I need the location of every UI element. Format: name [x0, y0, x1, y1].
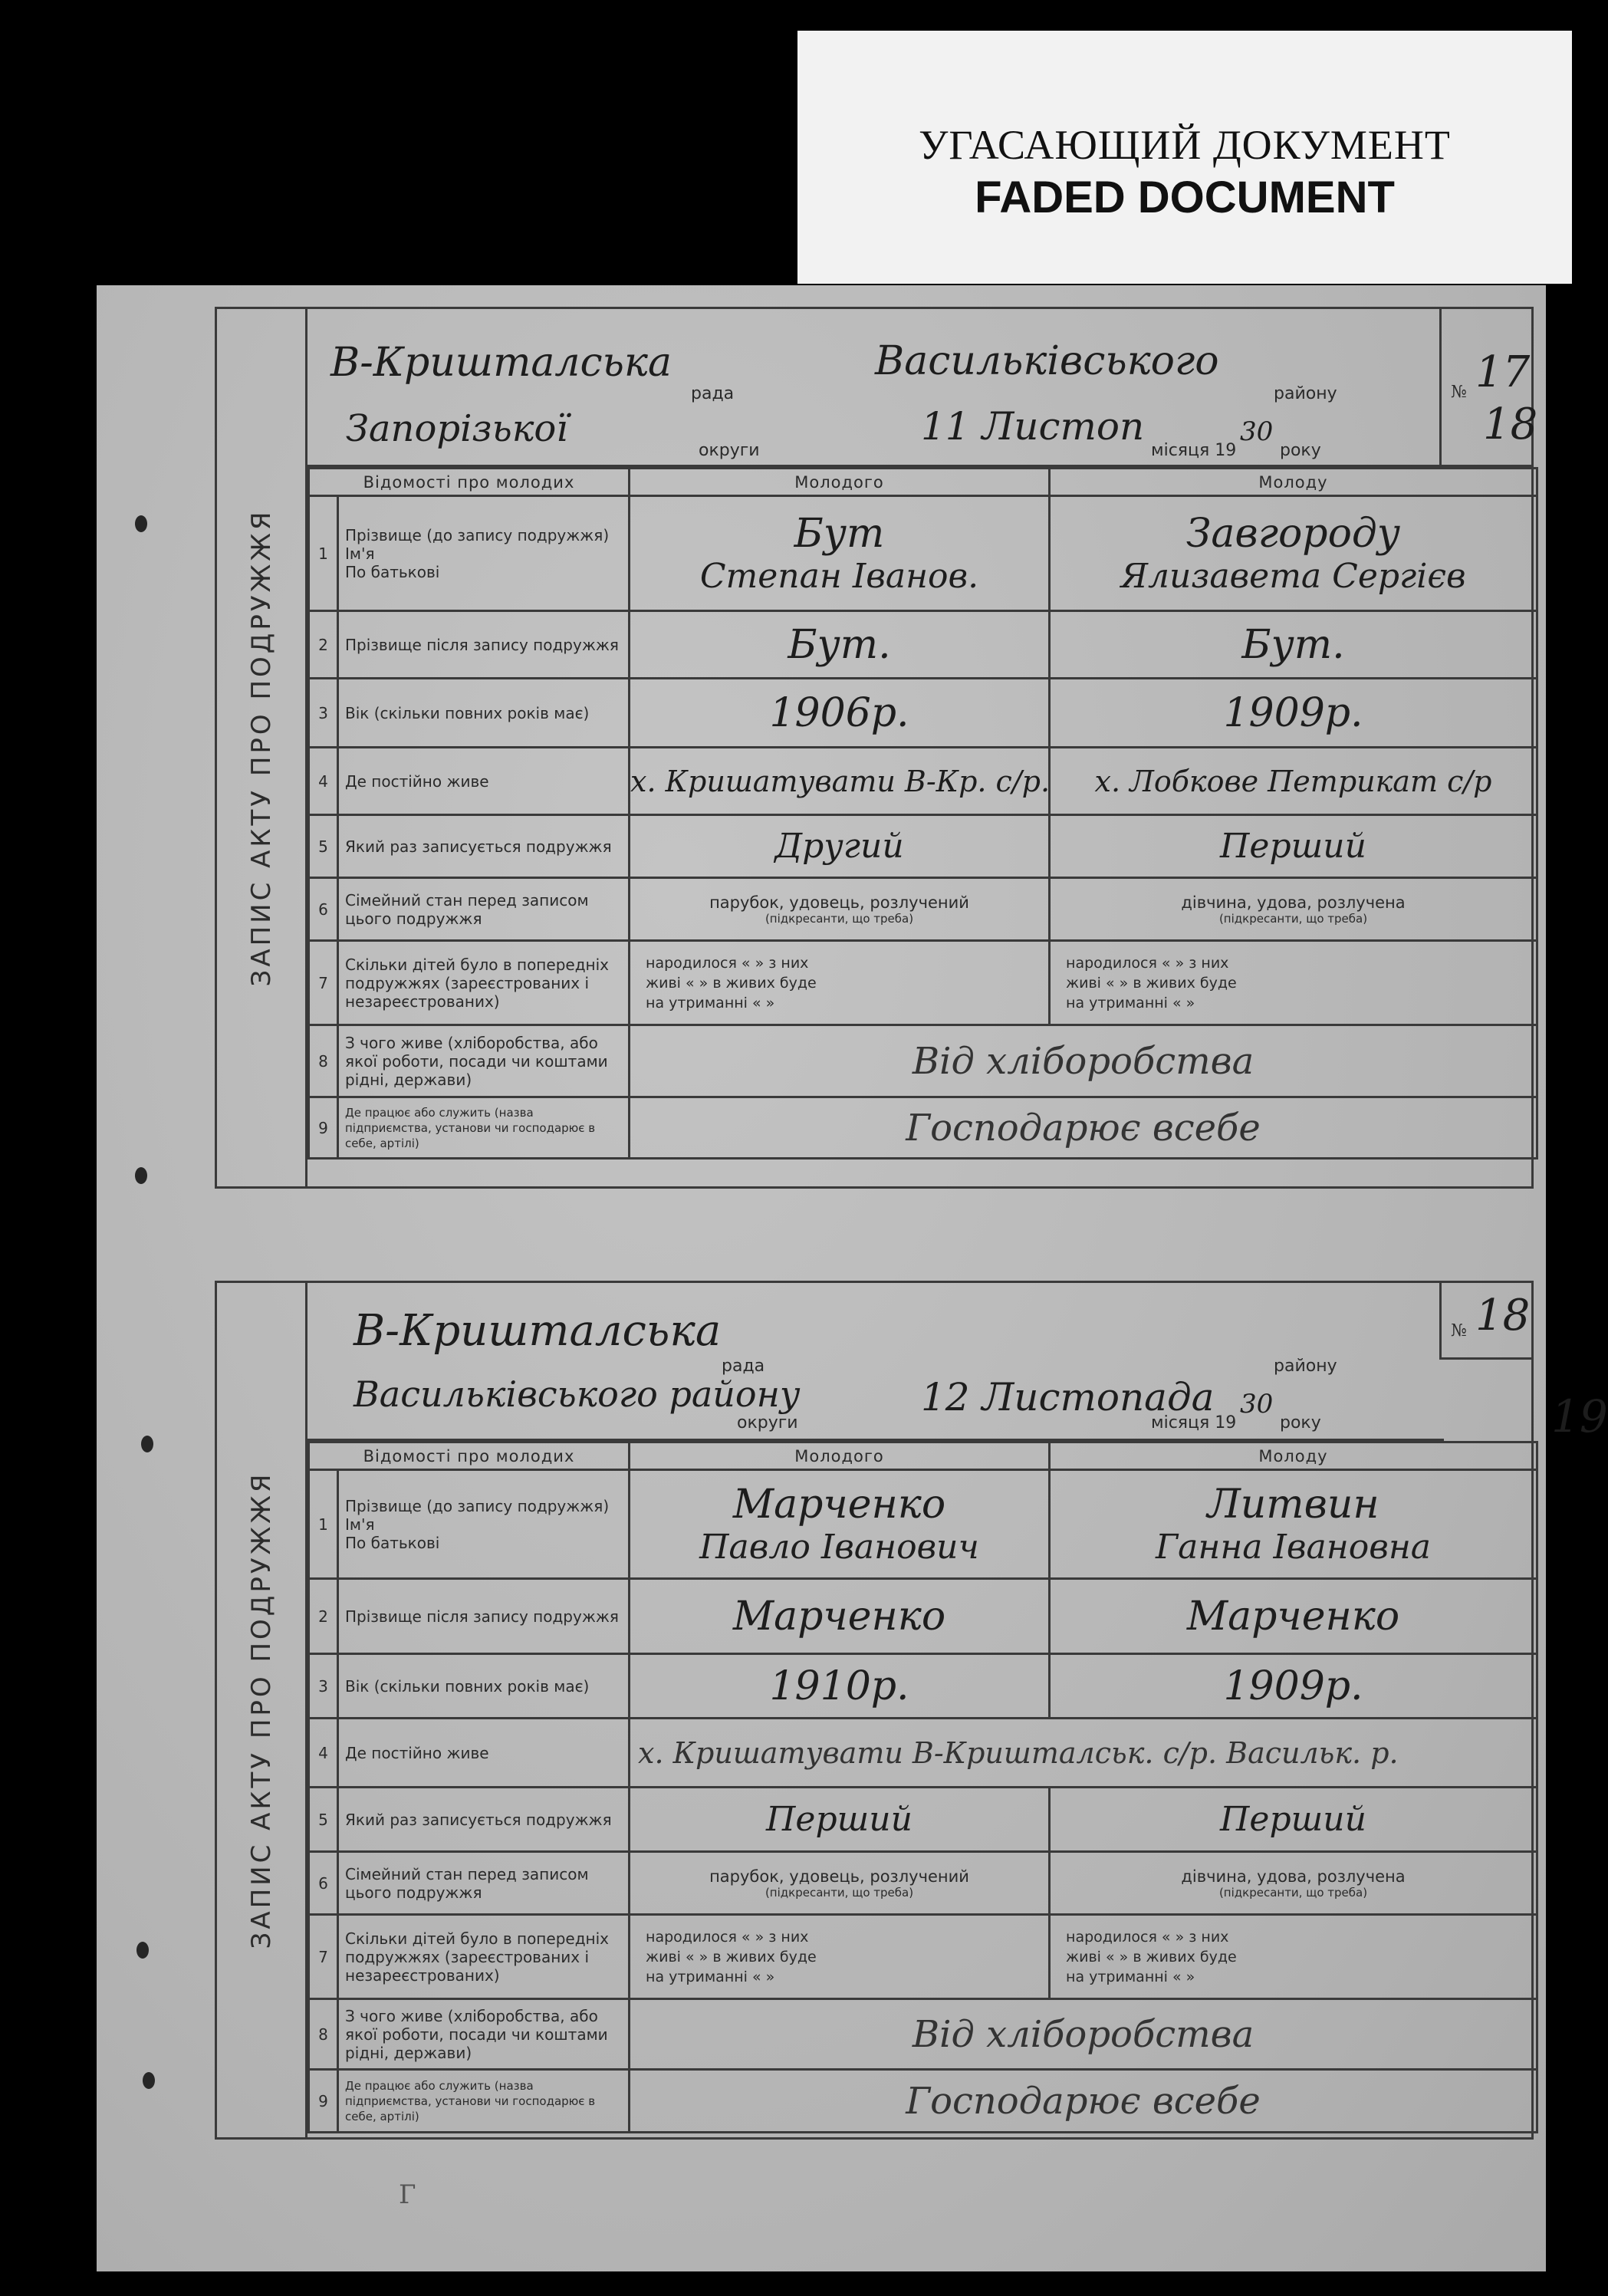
record-number-box: [1439, 309, 1538, 467]
groom-surname-after: Бут.: [788, 621, 891, 668]
month-label: місяця 19: [1151, 1413, 1237, 1433]
year-value: 30: [1240, 1389, 1274, 1419]
row-number: 6: [309, 878, 338, 941]
record-header: [307, 1283, 1444, 1441]
record-header: [307, 309, 1444, 467]
row-label: З чого живе (хліборобства, або якої роботи, посади чи коштами рідні, держави): [338, 1025, 630, 1097]
rada-value: В-Кришталська: [353, 1306, 722, 1356]
row-number: 8: [309, 1025, 338, 1097]
row-number: 9: [309, 2070, 338, 2133]
groom-surname: Марченко: [732, 1482, 946, 1528]
row-label: Скільки дітей було в попередніх подружжях (зареєстрованих і незареєстрованих): [338, 941, 630, 1025]
workplace-value: Господарює всебе: [906, 1106, 1261, 1150]
slip-title-ru: УГАСАЮЩИЙ ДОКУМЕНТ: [919, 122, 1451, 168]
record-number: 18: [1475, 1291, 1531, 1340]
bride-name-cell: [1050, 1470, 1537, 1579]
record-number-alt: 18: [1483, 400, 1538, 449]
year-value: 30: [1240, 416, 1274, 447]
underline-note: (підкресанти, що треба): [765, 1885, 914, 1900]
col-bride-header: Молоду: [1050, 1442, 1537, 1470]
bride-status-options: дівчина, удова, розлучена: [1181, 1867, 1406, 1886]
record-number-box: [1439, 1283, 1531, 1360]
rada-label: рада: [722, 1357, 765, 1376]
date-value: 11 Листоп: [921, 404, 1145, 449]
livelihood-value: Від хліборобства: [912, 2012, 1255, 2056]
row-number: 5: [309, 1788, 338, 1852]
bride-children: народилося « » з них живі « » в живих буде на утриманні « »: [1050, 941, 1537, 1025]
bride-surname: Литвин: [1207, 1482, 1379, 1528]
year-label: року: [1280, 1413, 1321, 1433]
groom-children: народилося « » з них живі « » в живих буде на утриманні « »: [630, 1915, 1050, 1999]
col-groom-header: Молодого: [630, 1442, 1050, 1470]
bride-surname-after: Бут.: [1241, 621, 1345, 668]
bride-marriage-count: Перший: [1220, 1800, 1366, 1839]
row-number: 7: [309, 941, 338, 1025]
groom-surname-after: Марченко: [732, 1593, 946, 1640]
residence-value: х. Кришатувати В-Кришталськ. с/р. Васильк. р.: [638, 1735, 1399, 1770]
bride-name-cell: [1050, 496, 1537, 611]
groom-status-options: парубок, удовець, розлучений: [709, 1867, 969, 1886]
row-number: 4: [309, 1719, 338, 1788]
underline-note: (підкресанти, що треба): [1218, 911, 1368, 926]
number-label: №: [1451, 383, 1467, 402]
footer-mark: Г: [399, 2179, 416, 2210]
record-number: 17: [1475, 347, 1531, 397]
bride-given-name: Ялизавета Сергієв: [1120, 557, 1466, 596]
livelihood-value: Від хліборобства: [912, 1039, 1255, 1083]
slip-title-en: FADED DOCUMENT: [975, 173, 1395, 222]
row-label: Який раз записується подружжя: [338, 1788, 630, 1852]
row-label: Прізвище після запису подружжя: [338, 1579, 630, 1654]
workplace-value: Господарює всебе: [906, 2079, 1261, 2123]
row-label: Сімейний стан перед записом цього подружжя: [338, 1852, 630, 1915]
bride-birth-year: 1909р.: [1223, 1663, 1363, 1709]
row-label: Де працює або служить (назва підприємства, установи чи господарює в себе, артілі): [338, 2070, 630, 2133]
row-number: 1: [309, 496, 338, 611]
record-table: [307, 467, 1538, 1160]
groom-given-name: Павло Іванович: [699, 1528, 979, 1567]
row-label: Прізвище після запису подружжя: [338, 611, 630, 679]
year-label: року: [1280, 441, 1321, 460]
month-label: місяця 19: [1151, 441, 1237, 460]
groom-status-options: парубок, удовець, розлучений: [709, 893, 969, 912]
side-title: ЗАПИС АКТУ ПРО ПОДРУЖЖЯ: [217, 309, 307, 1186]
rayon-label: району: [1274, 384, 1337, 403]
record-number-alt: 19: [1551, 1390, 1608, 1442]
row-label: Де постійно живе: [338, 748, 630, 815]
row-label: Вік (скільки повних років має): [338, 679, 630, 748]
row-number: 9: [309, 1097, 338, 1159]
row-label: З чого живе (хліборобства, або якої роботи, посади чи коштами рідні, держави): [338, 1999, 630, 2070]
rada-value: В-Кришталська: [330, 340, 672, 386]
bride-given-name: Ганна Івановна: [1155, 1528, 1432, 1567]
row-number: 5: [309, 815, 338, 878]
date-value: 12 Листопада: [921, 1375, 1215, 1419]
side-title: ЗАПИС АКТУ ПРО ПОДРУЖЖЯ: [217, 1283, 307, 2137]
okrugy-label: округи: [699, 441, 760, 460]
groom-children: народилося « » з них живі « » в живих буде на утриманні « »: [630, 941, 1050, 1025]
punch-hole: [136, 1942, 149, 1959]
row-number: 1: [309, 1470, 338, 1579]
bride-status-options: дівчина, удова, розлучена: [1181, 893, 1406, 912]
row-label: Сімейний стан перед записом цього подружжя: [338, 878, 630, 941]
faded-document-slip: [797, 31, 1572, 284]
punch-hole: [143, 2072, 155, 2089]
bride-marriage-count: Перший: [1220, 827, 1366, 866]
row-number: 3: [309, 679, 338, 748]
col-bride-header: Молоду: [1050, 469, 1537, 496]
row-number: 2: [309, 611, 338, 679]
row-number: 4: [309, 748, 338, 815]
groom-birth-year: 1906р.: [769, 689, 909, 736]
bride-surname: Завгороду: [1186, 511, 1400, 557]
col-info-header: Відомості про молодих: [309, 1442, 630, 1470]
bride-surname-after: Марченко: [1186, 1593, 1400, 1640]
bride-residence: х. Лобкове Петрикат с/р: [1094, 764, 1492, 798]
row-label: Який раз записується подружжя: [338, 815, 630, 878]
row-label: Скільки дітей було в попередніх подружжях (зареєстрованих і незареєстрованих): [338, 1915, 630, 1999]
groom-birth-year: 1910р.: [769, 1663, 909, 1709]
bride-birth-year: 1909р.: [1223, 689, 1363, 736]
rayon-value: Васильківського району: [353, 1373, 801, 1415]
punch-hole: [135, 1167, 147, 1184]
document-page: [97, 285, 1608, 2271]
groom-marriage-count: Перший: [766, 1800, 913, 1839]
groom-residence: х. Кришатувати В-Кр. с/р.: [630, 764, 1051, 798]
row-label: Прізвище (до запису подружжя) Ім'я По батькові: [338, 496, 630, 611]
groom-given-name: Степан Іванов.: [699, 557, 979, 596]
marriage-record-1: [215, 307, 1538, 1189]
punch-hole: [141, 1436, 153, 1452]
record-table: [307, 1441, 1538, 2133]
marriage-record-2: [215, 1281, 1608, 2140]
row-label: Де постійно живе: [338, 1719, 630, 1788]
number-label: №: [1451, 1321, 1467, 1340]
groom-name-cell: [630, 1470, 1050, 1579]
rayon-label: району: [1274, 1357, 1337, 1376]
row-label: Вік (скільки повних років має): [338, 1654, 630, 1719]
row-number: 6: [309, 1852, 338, 1915]
underline-note: (підкресанти, що треба): [765, 911, 914, 926]
underline-note: (підкресанти, що треба): [1218, 1885, 1368, 1900]
row-label: Де працює або служить (назва підприємства, установи чи господарює в себе, артілі): [338, 1097, 630, 1159]
row-number: 3: [309, 1654, 338, 1719]
row-number: 8: [309, 1999, 338, 2070]
groom-name-cell: [630, 496, 1050, 611]
row-number: 7: [309, 1915, 338, 1999]
rayon-value: Васильківського: [875, 338, 1219, 384]
row-label: Прізвище (до запису подружжя) Ім'я По батькові: [338, 1470, 630, 1579]
okruga-value: Запорізької: [346, 407, 568, 450]
groom-marriage-count: Другий: [774, 827, 904, 866]
groom-surname: Бут: [794, 511, 885, 557]
bride-children: народилося « » з них живі « » в живих буде на утриманні « »: [1050, 1915, 1537, 1999]
col-groom-header: Молодого: [630, 469, 1050, 496]
rada-label: рада: [691, 384, 735, 403]
row-number: 2: [309, 1579, 338, 1654]
okrugy-label: округи: [737, 1413, 798, 1433]
punch-hole: [135, 515, 147, 532]
col-info-header: Відомості про молодих: [309, 469, 630, 496]
